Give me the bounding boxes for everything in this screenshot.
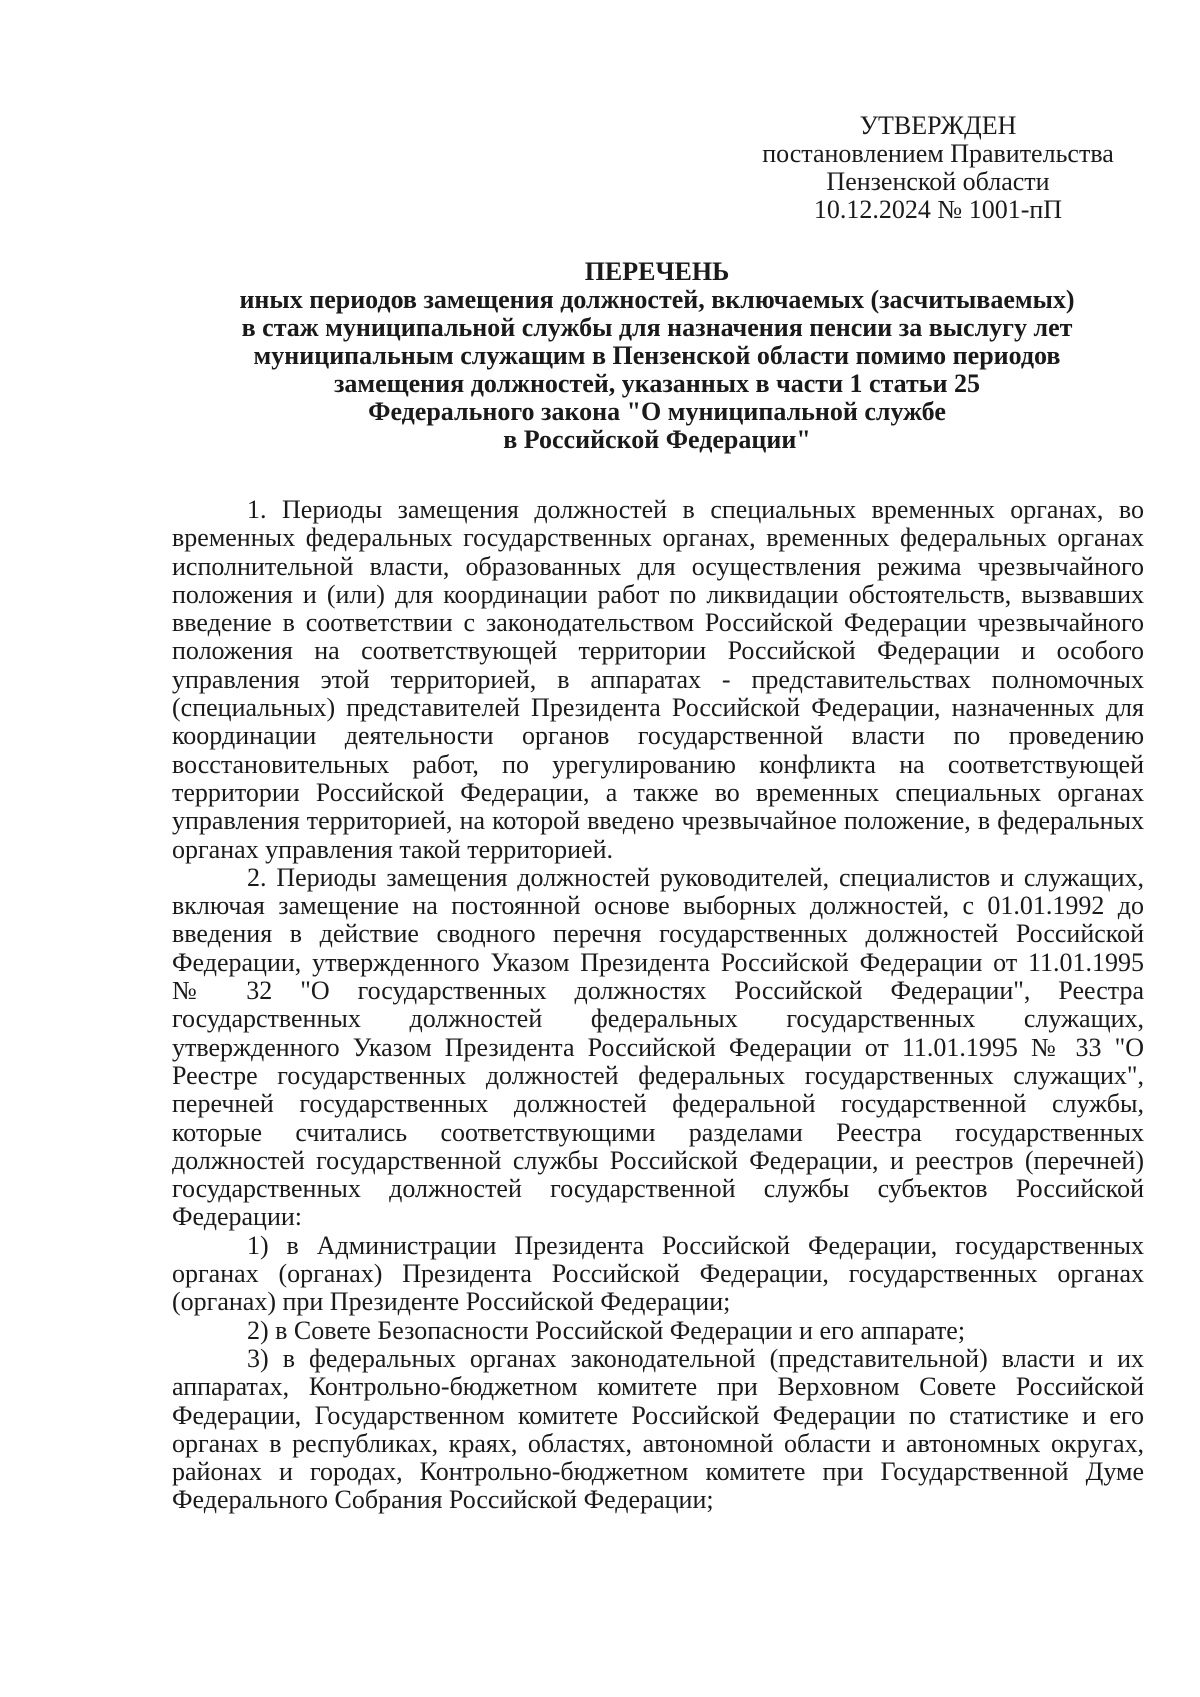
- title-heading: ПЕРЕЧЕНЬ: [584, 257, 730, 286]
- title-line: в Российской Федерации": [503, 425, 811, 454]
- title-line: замещения должностей, указанных в части 1 статьи 25: [333, 369, 981, 398]
- subparagraph-1: 1) в Администрации Президента Российской Федерации, государственных органах (органах) Президента Российской Федерации, государственных органах (органах) при Президенте Российской Федерации;: [172, 1230, 1144, 1317]
- paragraph-item-1: 1. Периоды замещения должностей в специальных временных органах, во временных федеральных государственных органах, временных федеральных органах исполнительной власти, образованных для осуществления режима чрезвычайного положения и (или) для координации работ по ликвидации обстоятельств, вызвавших введение в соответствии с законодательством Российской Федерации чрезвычайного положения на соответствующей территории Российской Федерации и особого управления этой территорией, в аппаратах - представительствах полномочных (специальных) представителей Президента Российской Федерации, назначенных для координации деятельности органов государственной власти по проведению восстановительных работ, по урегулированию конфликта на соответствующей территории Российской Федерации, а также во временных специальных органах управления территорией, на которой введено чрезвычайное положение, в федеральных органах управления такой территорией.: [172, 495, 1144, 864]
- approval-title: УТВЕРЖДЕН: [859, 111, 1017, 140]
- subparagraph-2: 2) в Совете Безопасности Российской Федерации и его аппарате;: [247, 1315, 966, 1345]
- document-title: [170, 258, 1144, 454]
- approval-date-number: 10.12.2024 № 1001-пП: [813, 195, 1063, 224]
- paragraph-item-2: 2. Периоды замещения должностей руководителей, специалистов и служащих, включая замещение на постоянной основе выборных должностей, с 01.01.1992 до введения в действие сводного перечня государственных должностей Российской Федерации, утвержденного Указом Президента Российской Федерации от 11.01.1995 № 32 "О государственных должностях Российской Федерации", Реестра государственных должностей федеральных государственных служащих, утвержденного Указом Президента Российской Федерации от 11.01.1995 № 33 "О Реестре государственных должностей федеральных государственных служащих", перечней государственных должностей федеральной государственной службы, которые считались соответствующими разделами Реестра государственных должностей государственной службы Российской Федерации, и реестров (перечней) государственных должностей государственной службы субъектов Российской Федерации:: [172, 862, 1144, 1232]
- approval-stamp: [748, 112, 1128, 224]
- title-line: Федерального закона "О муниципальной службе: [368, 397, 946, 426]
- title-line: в стаж муниципальной службы для назначения пенсии за выслугу лет: [241, 313, 1073, 342]
- approval-authority: постановлением Правительства: [762, 139, 1114, 168]
- subparagraph-3: 3) в федеральных органах законодательной (представительной) власти и их аппаратах, Контрольно-бюджетном комитете при Верховном Совете Российской Федерации, Государственном комитете Российской Федерации по статистике и его органах в республиках, краях, областях, автономной области и автономных округах, районах и городах, Контрольно-бюджетном комитете при Государственной Думе Федерального Собрания Российской Федерации;: [172, 1343, 1144, 1515]
- approval-region: Пензенской области: [826, 167, 1050, 196]
- document-body: [172, 496, 1144, 1515]
- title-line: муниципальным служащим в Пензенской области помимо периодов: [253, 341, 1061, 370]
- title-line: иных периодов замещения должностей, включаемых (засчитываемых): [239, 285, 1075, 314]
